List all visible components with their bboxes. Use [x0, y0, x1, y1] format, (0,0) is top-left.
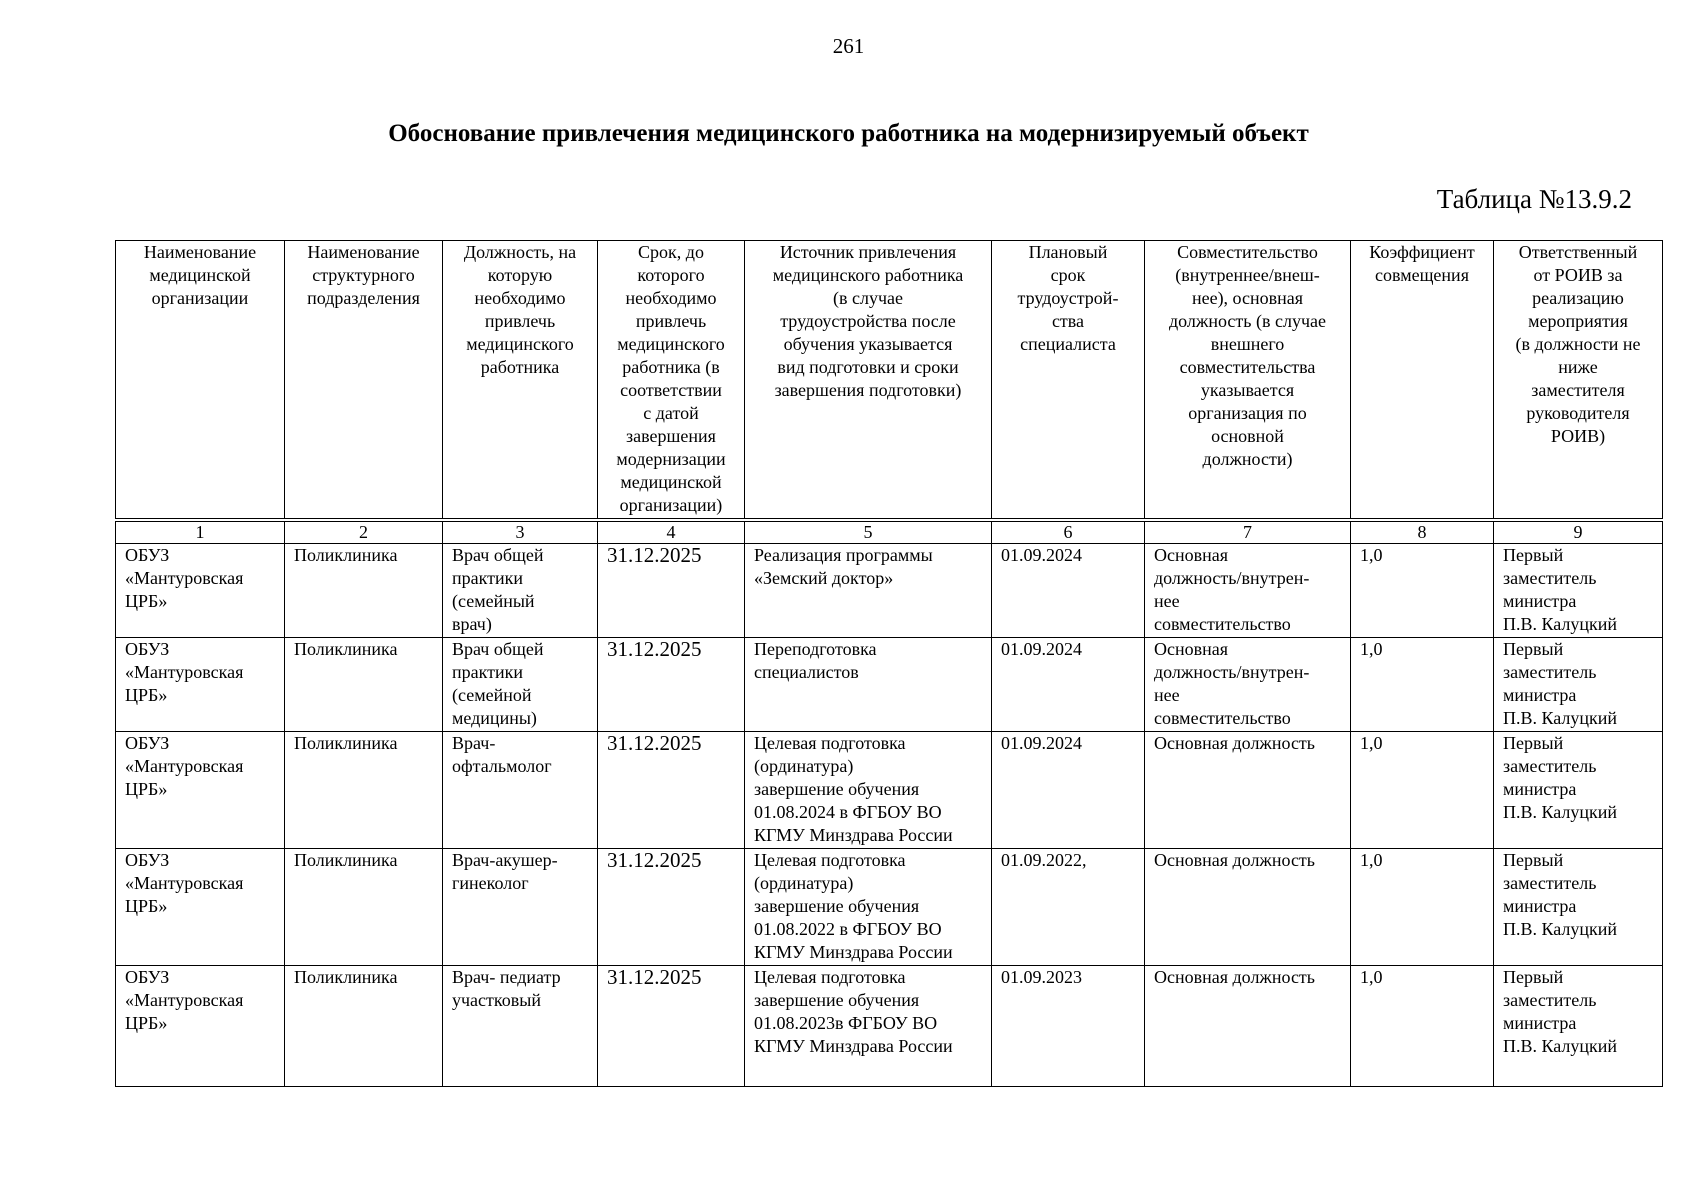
cell-text-line: завершение обучения [754, 896, 920, 916]
cell-text-line: (ординатура) [754, 756, 854, 776]
cell-text-line: должность (в случае [1169, 311, 1326, 331]
cell-text-line: специалиста [1020, 334, 1116, 354]
cell-text-line: министра [1503, 685, 1577, 705]
cell-text-line: 31.12.2025 [607, 637, 702, 661]
cell-text-line: 01.08.2023в ФГБОУ ВО [754, 1013, 938, 1033]
cell-coefficient [1351, 638, 1494, 732]
cell-text-line: ниже [1558, 357, 1598, 377]
cell-text-line: реализацию [1532, 288, 1624, 308]
cell-text-line: Источник привлечения [779, 242, 957, 262]
cell-responsible [1494, 544, 1663, 638]
cell-text-line: Плановый [1028, 242, 1108, 262]
cell-text-line: завершения подготовки) [774, 380, 962, 400]
cell-text-line: специалистов [754, 662, 859, 682]
header-combination [1145, 241, 1351, 521]
column-number: 6 [992, 520, 1145, 544]
cell-text-line: организации) [619, 495, 723, 515]
cell-text-line: 1,0 [1360, 639, 1383, 659]
cell-text-line: внешнего [1210, 334, 1285, 354]
cell-text-line: Наименование [143, 242, 257, 262]
cell-text-line: Первый [1503, 850, 1564, 870]
cell-text-line: указывается [1200, 380, 1295, 400]
cell-department [285, 849, 443, 966]
cell-text-line: ОБУЗ [125, 639, 170, 659]
cell-text-line: практики [452, 662, 524, 682]
cell-deadline [598, 966, 745, 1087]
cell-combination [1145, 732, 1351, 849]
cell-text-line: необходимо [474, 288, 566, 308]
cell-deadline [598, 732, 745, 849]
cell-text-line: организации [151, 288, 249, 308]
header-position [443, 241, 598, 521]
cell-text-line: подразделения [307, 288, 420, 308]
cell-text-line: П.В. Калуцкий [1503, 919, 1618, 939]
cell-text-line: врач) [452, 614, 492, 634]
cell-text-line: модернизации [616, 449, 726, 469]
cell-deadline [598, 544, 745, 638]
column-number: 1 [116, 520, 285, 544]
cell-organization [116, 638, 285, 732]
table-row [116, 638, 1663, 732]
column-number: 7 [1145, 520, 1351, 544]
cell-text-line: совместительство [1154, 708, 1291, 728]
table-caption: Таблица №13.9.2 [1436, 184, 1632, 214]
cell-text-line: завершения [626, 426, 716, 446]
cell-text-line: «Мантуровская [125, 756, 244, 776]
header-coefficient [1351, 241, 1494, 521]
cell-text-line: министра [1503, 1013, 1577, 1033]
cell-responsible [1494, 966, 1663, 1087]
cell-department [285, 638, 443, 732]
header-planned-date [992, 241, 1145, 521]
cell-text-line: П.В. Калуцкий [1503, 802, 1618, 822]
cell-organization [116, 849, 285, 966]
cell-combination [1145, 966, 1351, 1087]
cell-department [285, 544, 443, 638]
cell-text-line: медицинской [149, 265, 251, 285]
cell-text-line: нее [1154, 591, 1180, 611]
cell-planned-date [992, 966, 1145, 1087]
cell-text-line: работника [480, 357, 560, 377]
cell-text-line: Реализация программы [754, 545, 933, 565]
cell-planned-date [992, 732, 1145, 849]
cell-coefficient [1351, 732, 1494, 849]
cell-text-line: должности) [1202, 449, 1293, 469]
cell-text-line: Поликлиника [294, 850, 398, 870]
cell-text-line: заместитель [1503, 756, 1597, 776]
document-title: Обоснование привлечения медицинского работника на модернизируемый объект [388, 120, 1309, 147]
cell-text-line: Врач общей [452, 545, 544, 565]
cell-organization [116, 732, 285, 849]
cell-text-line: участковый [452, 990, 541, 1010]
table-row [116, 732, 1663, 849]
cell-text-line: 01.08.2024 в ФГБОУ ВО [754, 802, 942, 822]
cell-responsible [1494, 638, 1663, 732]
cell-responsible [1494, 849, 1663, 966]
cell-text-line: Наименование [307, 242, 420, 262]
cell-text-line: совмещения [1375, 265, 1469, 285]
cell-text-line: которую [487, 265, 553, 285]
cell-combination [1145, 638, 1351, 732]
cell-text-line: «Мантуровская [125, 662, 244, 682]
cell-position [443, 849, 598, 966]
cell-text-line: министра [1503, 779, 1577, 799]
cell-text-line: «Мантуровская [125, 873, 244, 893]
cell-text-line: Ответственный [1518, 242, 1638, 262]
cell-text-line: Врач-акушер- [452, 850, 558, 870]
cell-text-line: практики [452, 568, 524, 588]
cell-position [443, 966, 598, 1087]
cell-text-line: КГМУ Минздрава России [754, 942, 953, 962]
cell-text-line: медицинского работника [772, 265, 964, 285]
header-source [745, 241, 992, 521]
cell-text-line: «Мантуровская [125, 990, 244, 1010]
cell-text-line: 1,0 [1360, 850, 1383, 870]
cell-text-line: должность/внутрен- [1154, 662, 1310, 682]
cell-text-line: Целевая подготовка [754, 850, 906, 870]
cell-text-line: 1,0 [1360, 967, 1383, 987]
cell-text-line: ЦРБ» [125, 779, 168, 799]
cell-text-line: ЦРБ» [125, 896, 168, 916]
cell-text-line: Срок, до [638, 242, 704, 262]
table-row [116, 544, 1663, 638]
cell-organization [116, 966, 285, 1087]
column-number: 2 [285, 520, 443, 544]
cell-source [745, 732, 992, 849]
cell-coefficient [1351, 849, 1494, 966]
cell-text-line: совместительства [1179, 357, 1316, 377]
cell-text-line: Целевая подготовка [754, 733, 906, 753]
cell-text-line: мероприятия [1528, 311, 1628, 331]
cell-text-line: (семейный [452, 591, 535, 611]
cell-text-line: Первый [1503, 545, 1564, 565]
cell-text-line: (внутреннее/внеш- [1175, 265, 1320, 285]
cell-text-line: Целевая подготовка [754, 967, 906, 987]
cell-text-line: Первый [1503, 967, 1564, 987]
cell-text-line: П.В. Калуцкий [1503, 1036, 1618, 1056]
cell-deadline [598, 638, 745, 732]
cell-text-line: вид подготовки и сроки [777, 357, 959, 377]
cell-text-line: организация по [1188, 403, 1307, 423]
cell-text-line: министра [1503, 591, 1577, 611]
cell-text-line: министра [1503, 896, 1577, 916]
cell-text-line: 1,0 [1360, 733, 1383, 753]
cell-text-line: работника (в [622, 357, 720, 377]
cell-text-line: офтальмолог [452, 756, 552, 776]
page-number: 261 [832, 34, 865, 58]
cell-text-line: 31.12.2025 [607, 848, 702, 872]
cell-text-line: Врач общей [452, 639, 544, 659]
cell-source [745, 544, 992, 638]
cell-text-line: КГМУ Минздрава России [754, 1036, 953, 1056]
cell-text-line: привлечь [484, 311, 556, 331]
column-number: 8 [1351, 520, 1494, 544]
cell-text-line: Совместительство [1177, 242, 1318, 262]
cell-planned-date [992, 544, 1145, 638]
cell-text-line: медицинского [466, 334, 574, 354]
cell-text-line: ОБУЗ [125, 850, 170, 870]
column-number: 3 [443, 520, 598, 544]
cell-deadline [598, 849, 745, 966]
cell-text-line: обучения указывается [783, 334, 953, 354]
column-number-row [116, 520, 1663, 544]
column-number: 5 [745, 520, 992, 544]
cell-text-line: Поликлиника [294, 545, 398, 565]
cell-organization [116, 544, 285, 638]
cell-text-line: П.В. Калуцкий [1503, 614, 1618, 634]
cell-planned-date [992, 849, 1145, 966]
cell-position [443, 638, 598, 732]
cell-text-line: 31.12.2025 [607, 543, 702, 567]
cell-text-line: ОБУЗ [125, 967, 170, 987]
cell-responsible [1494, 732, 1663, 849]
cell-text-line: Основная [1154, 639, 1229, 659]
cell-text-line: с датой [643, 403, 699, 423]
cell-text-line: нее), основная [1191, 288, 1304, 308]
cell-text-line: Поликлиника [294, 639, 398, 659]
cell-text-line: завершение обучения [754, 779, 920, 799]
cell-text-line: заместитель [1503, 990, 1597, 1010]
cell-text-line: 31.12.2025 [607, 731, 702, 755]
cell-text-line: руководителя [1526, 403, 1630, 423]
cell-text-line: Должность, на [463, 242, 577, 262]
cell-text-line: трудоустройства после [780, 311, 956, 331]
cell-text-line: нее [1154, 685, 1180, 705]
cell-coefficient [1351, 966, 1494, 1087]
cell-combination [1145, 544, 1351, 638]
cell-text-line: медицины) [452, 708, 537, 728]
cell-position [443, 544, 598, 638]
cell-position [443, 732, 598, 849]
table-row [116, 849, 1663, 966]
cell-text-line: которого [637, 265, 705, 285]
cell-text-line: 01.09.2022, [1001, 850, 1087, 870]
cell-coefficient [1351, 544, 1494, 638]
cell-text-line: структурного [312, 265, 415, 285]
cell-text-line: Первый [1503, 733, 1564, 753]
cell-text-line: от РОИВ за [1533, 265, 1623, 285]
header-row [116, 241, 1663, 521]
header-responsible [1494, 241, 1663, 521]
cell-planned-date [992, 638, 1145, 732]
cell-text-line: привлечь [635, 311, 707, 331]
cell-text-line: 01.09.2023 [1001, 967, 1082, 987]
cell-text-line: 01.09.2024 [1001, 545, 1082, 565]
cell-text-line: Основная должность [1154, 967, 1316, 987]
cell-text-line: Поликлиника [294, 967, 398, 987]
cell-department [285, 732, 443, 849]
header-deadline [598, 241, 745, 521]
justification-table [115, 240, 1663, 1087]
cell-text-line: ОБУЗ [125, 733, 170, 753]
cell-text-line: (ординатура) [754, 873, 854, 893]
cell-text-line: заместитель [1503, 662, 1597, 682]
column-number: 9 [1494, 520, 1663, 544]
cell-text-line: завершение обучения [754, 990, 920, 1010]
cell-text-line: срок [1050, 265, 1086, 285]
cell-source [745, 638, 992, 732]
column-number: 4 [598, 520, 745, 544]
cell-source [745, 849, 992, 966]
cell-text-line: Коэффициент [1369, 242, 1475, 262]
cell-text-line: гинеколог [452, 873, 529, 893]
cell-text-line: (в случае [833, 288, 903, 308]
cell-text-line: заместитель [1503, 873, 1597, 893]
cell-text-line: РОИВ) [1550, 426, 1606, 446]
cell-text-line: необходимо [625, 288, 717, 308]
header-department [285, 241, 443, 521]
cell-text-line: заместителя [1531, 380, 1625, 400]
cell-text-line: ства [1051, 311, 1085, 331]
cell-text-line: 1,0 [1360, 545, 1383, 565]
cell-text-line: ЦРБ» [125, 591, 168, 611]
cell-text-line: должность/внутрен- [1154, 568, 1310, 588]
cell-text-line: (семейной [452, 685, 532, 705]
cell-text-line: ЦРБ» [125, 685, 168, 705]
cell-text-line: Первый [1503, 639, 1564, 659]
cell-text-line: трудоустрой- [1017, 288, 1119, 308]
table-row [116, 966, 1663, 1087]
cell-combination [1145, 849, 1351, 966]
cell-text-line: заместитель [1503, 568, 1597, 588]
cell-text-line: соответствии [620, 380, 722, 400]
cell-text-line: медицинского [617, 334, 725, 354]
cell-text-line: ОБУЗ [125, 545, 170, 565]
cell-text-line: П.В. Калуцкий [1503, 708, 1618, 728]
cell-text-line: Поликлиника [294, 733, 398, 753]
cell-text-line: 01.09.2024 [1001, 733, 1082, 753]
cell-text-line: медицинской [620, 472, 722, 492]
cell-text-line: (в должности не [1515, 334, 1641, 354]
cell-text-line: Врач- [452, 733, 496, 753]
cell-text-line: 01.08.2022 в ФГБОУ ВО [754, 919, 942, 939]
cell-text-line: Основная должность [1154, 850, 1316, 870]
cell-text-line: Основная [1154, 545, 1229, 565]
cell-text-line: Врач- педиатр [452, 967, 561, 987]
cell-text-line: «Земский доктор» [754, 568, 894, 588]
cell-department [285, 966, 443, 1087]
cell-text-line: ЦРБ» [125, 1013, 168, 1033]
cell-text-line: КГМУ Минздрава России [754, 825, 953, 845]
cell-text-line: основной [1211, 426, 1284, 446]
cell-text-line: 31.12.2025 [607, 965, 702, 989]
cell-text-line: Переподготовка [754, 639, 877, 659]
cell-text-line: Основная должность [1154, 733, 1316, 753]
cell-text-line: «Мантуровская [125, 568, 244, 588]
cell-source [745, 966, 992, 1087]
cell-text-line: 01.09.2024 [1001, 639, 1082, 659]
cell-text-line: совместительство [1154, 614, 1291, 634]
header-organization [116, 241, 285, 521]
